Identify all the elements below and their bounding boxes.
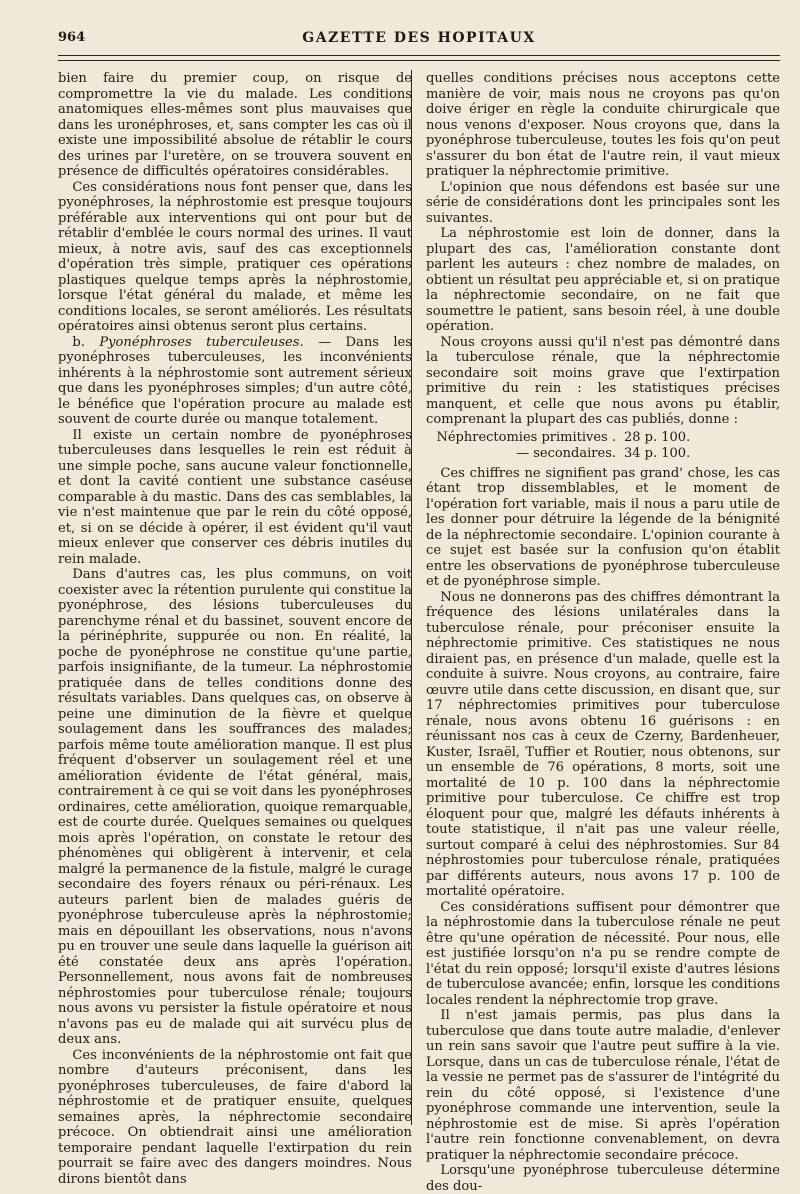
paragraph: La néphrostomie est loin de donner, dans la plupart des cas, l'amélioration constante dont parlent les auteurs : chez nombre de malades, on obtient un résultat peu appréciable et, si on pratique la néphrectomie secondaire, on ne fait que soumettre le patient, sans besoin réel, à une double opération. — [426, 226, 780, 334]
running-title: GAZETTE DES HOPITAUX — [302, 30, 536, 46]
paragraph: L'opinion que nous défendons est basée sur une série de considérations dont les principales sont les suivantes. — [426, 179, 780, 226]
paragraph: Nous croyons aussi qu'il n'est pas démontré dans la tuberculose rénale, que la néphrectomie secondaire soit moins grave que l'extirpation primitive du rein : les statistiques précises manquent, et celle que nous avons pu établir, comprenant la plupart des cas publiés, donne : — [426, 334, 780, 427]
stat-row — [426, 446, 780, 462]
header-rule-top — [58, 55, 780, 56]
left-column — [58, 71, 412, 1187]
statistics-table — [426, 430, 780, 462]
stat-label: — secondaires. — [516, 445, 616, 461]
paragraph: Dans d'autres cas, les plus communs, on voit coexister avec la rétention purulente qui constitue la pyonéphrose, des lésions tuberculeuses du parenchyme rénal et du bassinet, souvent encore de la périnéphrite, suppurée ou non. En réalité, la poche de pyonéphrose ne constitue qu'une partie, parfois insignifiante, de la tumeur. La néphrostomie pratiquée dans de telles conditions donne des résultats variables. Dans quelques cas, on observe à peine une diminution de la fièvre et quelque soulagement dans les souffrances des malades; parfois même toute amélioration manque. Il est plus fréquent d'observer un soulagement réel et une amélioration évidente de l'état général, mais, contrairement à ce qui se voit dans les pyonéphroses ordinaires, cette amélioration, quoique remarquable, est de courte durée. Quelques semaines ou quelques mois après l'opération, on constate le retour des phénomènes qui obligèrent à intervenir, et cela malgré la permanence de la fistule, malgré le curage secondaire des foyers rénaux ou péri-rénaux. Les auteurs parlent bien de malades guéris de pyonéphrose tuberculeuse après la néphrostomie; mais en dépouillant les observations, nous n'avons pu en trouver une seule dans laquelle la guérison ait été constatée deux ans après l'opération. Personnellement, nous avons fait de nombreuses néphrostomies pour tuberculose rénale; toujours nous avons vu persister la fistule opératoire et nous n'avons pas eu de malade qui ait survécu plus de deux ans. — [58, 567, 412, 1047]
stat-row — [426, 430, 780, 446]
header-rule-bottom — [58, 60, 780, 61]
stat-label: Néphrectomies primitives . — [436, 429, 616, 445]
right-column — [426, 71, 780, 1194]
paragraph: Ces considérations nous font penser que, dans les pyonéphroses, la néphrostomie est presque toujours préférable aux interventions qui ont pour but de rétablir d'emblée le cours normal des urines. Il vaut mieux, à notre avis, sauf des cas exceptionnels d'opération très simple, pratiquer ces opérations plastiques quelque temps après la néphrostomie, lorsque l'état général du malade, et même les conditions locales, se seront améliorés. Les résultats opératoires ainsi obtenus seront plus certains. — [58, 179, 412, 334]
paragraph: quelles conditions précises nous acceptons cette manière de voir, mais nous ne croyons pas qu'on doive ériger en règle la conduite chirurgicale que nous venons d'exposer. Nous croyons que, dans la pyonéphrose tuberculeuse, toutes les fois qu'on peut s'assurer du bon état de l'autre rein, il vaut mieux pratiquer la néphrectomie primitive. — [426, 71, 780, 179]
paragraph: Nous ne donnerons pas des chiffres démontrant la fréquence des lésions unilatérales dans la tuberculose rénale, pour préconiser ensuite la néphrectomie primitive. Ces statistiques ne nous diraient pas, en présence d'un malade, quelle est la conduite à suivre. Nous croyons, au contraire, faire œuvre utile dans cette discussion, en disant que, sur 17 néphrectomies primitives pour tuberculose rénale, nous avons obtenu 16 guérisons : en réunissant nos cas à ceux de Czerny, Bardenheuer, Kuster, Israël, Tuffier et Routier, nous obtenons, sur un ensemble de 76 opérations, 8 morts, soit une mortalité de 10 p. 100 dans la néphrectomie primitive pour tuberculose. Ce chiffre est trop éloquent pour que, malgré les défauts inhérents à toute statistique, il n'ait pas une valeur réelle, surtout comparé à celui des néphrostomies. Sur 84 néphrostomies pour tuberculose rénale, pratiquées par différents auteurs, nous avons 17 p. 100 de mortalité opératoire. — [426, 589, 780, 899]
paragraph: Ces inconvénients de la néphrostomie ont fait que nombre d'auteurs préconisent, dans les pyonéphroses tuberculeuses, de faire d'abord la néphrostomie et de pratiquer ensuite, quelques semaines après, la néphrectomie secondaire précoce. On obtiendrait ainsi une amélioration temporaire pendant laquelle l'extirpation du rein pourrait se faire avec des dangers moindres. Nous dirons bientôt dans — [58, 1047, 412, 1187]
page-header — [58, 28, 780, 50]
section-title: Pyonéphroses tuberculeuses. — [99, 334, 304, 350]
column-divider — [411, 70, 412, 1125]
paragraph: Ces chiffres ne signifient pas grand' chose, les cas étant trop dissemblables, et le moment de l'opération fort variable, mais il nous a paru utile de les donner pour détruire la légende de la bénignité de la néphrectomie secondaire. L'opinion courante à ce sujet est basée sur la confusion qu'on établit entre les observations de pyonéphrose tuberculeuse et de pyonéphrose simple. — [426, 465, 780, 589]
page-number: 964 — [58, 30, 86, 45]
paragraph: Ces considérations suffisent pour démontrer que la néphrostomie dans la tuberculose rénale ne peut être qu'une opération de nécessité. Pour nous, elle est justifiée lorsqu'on n'a pu se rendre compte de l'état du rein opposé; lorsqu'il existe d'autres lésions de tuberculose avancée; enfin, lorsque les conditions locales rendent la néphrectomie trop grave. — [426, 899, 780, 1008]
paragraph: Il n'est jamais permis, pas plus dans la tuberculose que dans toute autre maladie, d'enlever un rein sans savoir que l'autre peut suffire à la vie. Lorsque, dans un cas de tuberculose rénale, l'état de la vessie ne permet pas de s'assurer de l'intégrité du rein du côté opposé, si l'existence d'une pyonéphrose commande une intervention, seule la néphrostomie est de mise. Si après l'opération l'autre rein fonctionne convenablement, on devra pratiquer la néphrectomie secondaire précoce. — [426, 1008, 780, 1163]
section-paragraph — [58, 335, 412, 428]
paragraph: Il existe un certain nombre de pyonéphroses tuberculeuses dans lesquelles le rein est réduit à une simple poche, sans aucune valeur fonctionnelle, et dont la cavité contient une substance caséuse comparable à du mastic. Dans des cas semblables, la vie n'est maintenue que par le rein du côté opposé, et, si on se décide à opérer, il est évident qu'il vaut mieux enlever que conserver ces débris inutiles du rein malade. — [58, 427, 412, 567]
paragraph: Lorsqu'une pyonéphrose tuberculeuse détermine des dou- — [426, 1163, 780, 1194]
stat-value: 28 p. 100. — [624, 429, 691, 445]
section-label: b. — [72, 334, 85, 350]
section-text: — Dans les pyonéphroses tuberculeuses, les inconvénients inhérents à la néphrostomie sont autrement sérieux que dans les pyonéphroses simples; d'un autre côté, le bénéfice que l'opération procure au malade est souvent de courte durée ou manque totalement. — [58, 334, 412, 427]
stat-value: 34 p. 100. — [624, 445, 691, 461]
paragraph: bien faire du premier coup, on risque de compromettre la vie du malade. Les conditions anatomiques elles-mêmes sont plus mauvaises que dans les uronéphroses, et, sans compter les cas où il existe une impossibilité absolue de rétablir le cours des urines par l'uretère, on se trouvera souvent en présence de difficultés opératoires considérables. — [58, 71, 412, 179]
